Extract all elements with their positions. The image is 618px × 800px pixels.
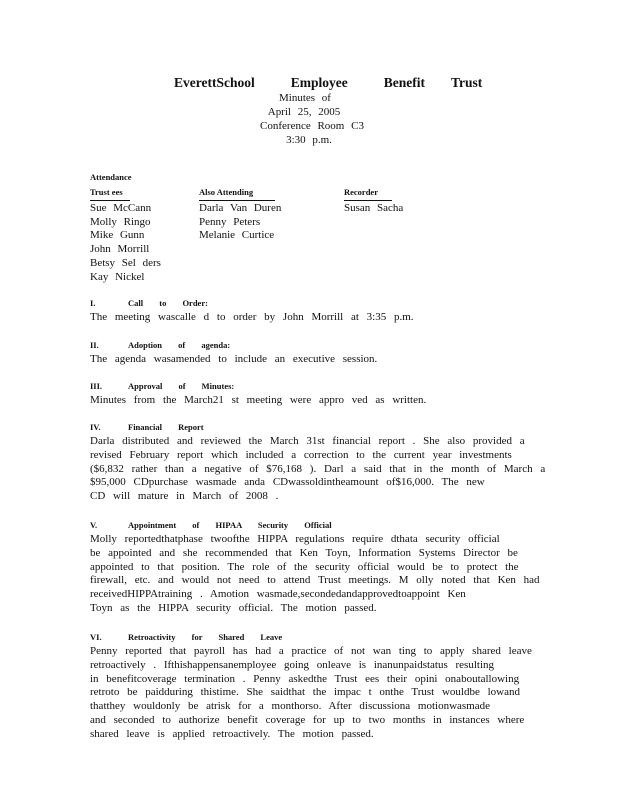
meeting-location: Conference Room C3 [260,120,364,132]
attendee-name: Penny Peters [199,215,261,228]
body-line: The agenda wasamended to include an executive session. [90,353,378,365]
section-body [90,353,522,367]
also-attending-column [199,186,281,243]
meeting-time: 3:30 p.m. [286,134,332,146]
section-hipaa-security-official [90,519,540,616]
recorder-column [344,186,403,216]
body-line: retroactively . Ifthishappensanemployee going onleave is inanunpaidstatus resulting [90,658,495,671]
section-title: Appointment of HIPAA Security Official [128,520,332,530]
section-shared-leave [90,631,532,742]
section-financial-report [90,421,546,504]
section-heading [90,631,522,644]
recorder-name: Susan Sacha [344,201,404,214]
body-line: receivedHIPPAtraining . Amotion wasmade,secondedandapprovedtoappoint Ken [90,588,466,601]
trustee-name: John Morrill [90,243,150,256]
trustee-name: Kay Nickel [90,270,145,283]
trustee-name: Molly Ringo [90,215,151,228]
trustees-heading: Trust ees [90,186,130,201]
section-body [90,645,532,742]
body-line: and seconded to authorize benefit coverage for up to two months in instances where [90,713,525,726]
recorder-heading: Recorder [344,186,392,201]
section-heading [90,339,522,352]
section-call-to-order [90,297,522,325]
section-heading [90,421,522,434]
attendee-name: Darla Van Duren [199,201,282,214]
title-part: Trust [451,75,483,90]
body-line: appointed to that position. The role of the security official would be to protect the [90,560,519,573]
body-line: Minutes from the March21 st meeting were appro ved as written. [90,394,427,406]
section-number: V. [90,520,98,530]
section-title: Approval of Minutes: [128,381,235,391]
body-line: be appointed and she recommended that Ken Toyn, Information Systems Director be [90,546,518,559]
body-line: retroto be paidduring thistime. She saidthat the impac t onthe Trust wouldbe lowand [90,686,520,699]
meeting-date: April 25, 2005 [267,106,341,118]
minutes-label: Minutes of [279,92,331,104]
section-heading [90,297,522,310]
body-line: shared leave is applied retroactively. The motion passed. [90,727,374,740]
trustee-name: Sue McCann [90,201,152,214]
section-body [90,435,546,504]
section-number: II. [90,340,99,350]
section-title: Retroactivity for Shared Leave [128,632,283,642]
section-number: IV. [90,422,101,432]
body-line: Penny reported that payroll has had a practice of not wan ting to apply shared leave [90,645,532,657]
body-line: Toyn as the HIPPA security official. The motion passed. [90,601,377,614]
section-body [90,533,540,616]
body-line: Darla distributed and reviewed the March 31st financial report . She also provided a [90,435,525,447]
trustees-column [90,186,161,285]
section-number: VI. [90,632,102,642]
section-heading [90,519,522,532]
section-body [90,394,522,408]
trustee-name: Mike Gunn [90,229,145,242]
section-approval-of-minutes [90,380,522,408]
body-line: thatthey wouldonly be atrisk for a monthorso. After discussiona motionwasmade [90,700,490,713]
also-attending-heading: Also Attending [199,186,275,201]
section-number: I. [90,298,96,308]
body-line: firewall, etc. and would not need to attend Trust meetings. M olly noted that Ken had [90,574,540,587]
section-adoption-of-agenda [90,339,522,367]
section-heading [90,380,522,393]
body-line: ($6,832 rather than a negative of $76,168 ). Darl a said that in the month of March a [90,462,546,475]
body-line: The meeting wascalle d to order by John Morrill at 3:35 p.m. [90,311,414,323]
section-title: Financial Report [128,422,204,432]
section-title: Call to Order: [128,298,208,308]
title-part: Employee [290,75,348,90]
section-number: III. [90,381,103,391]
attendee-name: Melanie Curtice [199,229,275,242]
section-title: Adoption of agenda: [128,340,231,350]
body-line: Molly reportedthatphase twoofthe HIPPA regulations require dthata security official [90,533,500,545]
title-part: Benefit [383,75,425,90]
section-body [90,311,522,325]
title-part: EverettSchool [174,75,255,90]
body-line: $95,000 CDpurchase wasmade anda CDwassoldintheamount of$16,000. The new [90,476,485,489]
document-title [174,75,482,91]
body-line: CD will mature in March of 2008 . [90,490,279,503]
body-line: revised February report which included a correction to the current year investments [90,448,512,461]
body-line: in benefitcoverage termination . Penny askedthe Trust ees their opini onaboutallowing [90,672,520,685]
trustee-name: Betsy Sel ders [90,256,161,269]
attendance-label: Attendance [90,172,132,182]
